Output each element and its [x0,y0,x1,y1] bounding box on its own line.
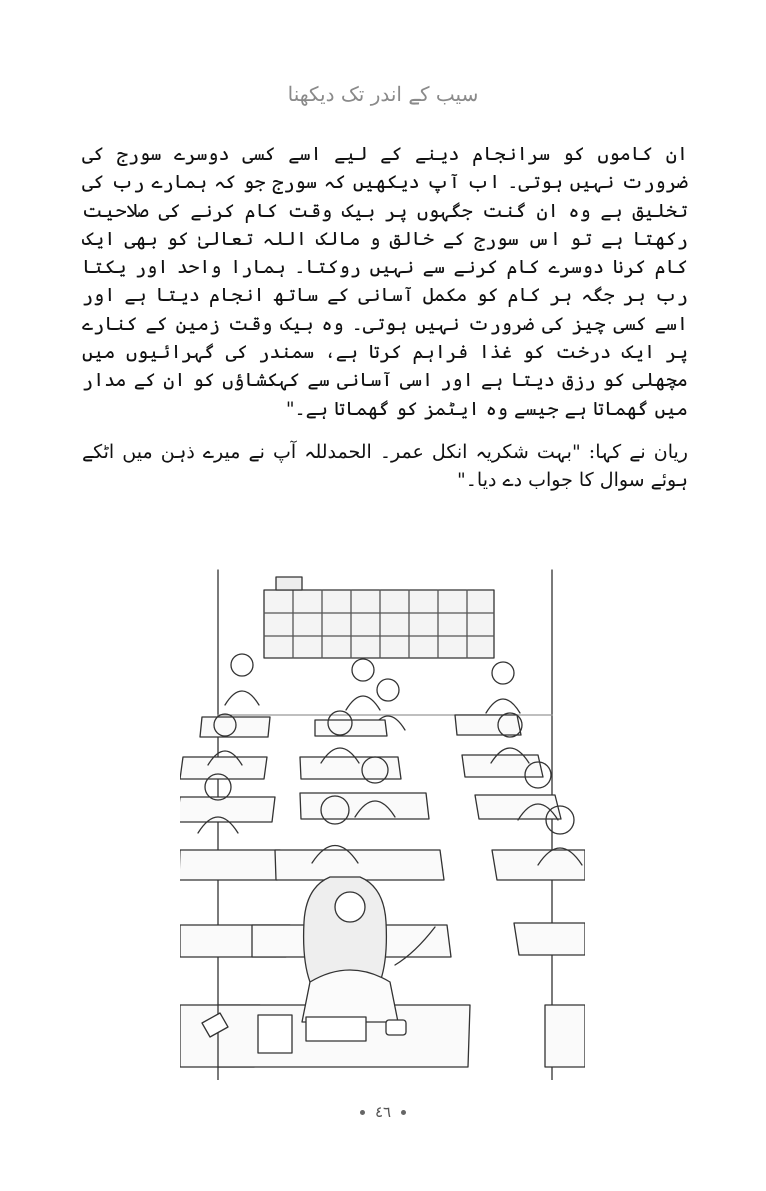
bullet-dot-icon [360,1110,365,1115]
page-header: سیب کے اندر تک دیکھنا [287,82,479,106]
paragraph: ان کاموں کو سرانجام دینے کے لیے اسے کسی دوسرے سورج کی ضرورت نہیں ہوتی۔ اب آپ دیکھیں کہ سورج جو کہ ہمارے رب کی تخلیق ہے وہ ان گنت جگہوں پر بیک وقت کام کرنے کی صلاحیت رکھتا ہے تو اس سورج کے خالق و مالک اللہ تعالیٰ کو بھی ایک کام کرنا دوسرے کام کرنے سے نہیں روکتا۔ ہمارا واحد اور یکتا رب ہر جگہ ہر کام کو مکمل آسانی کے ساتھ انجام دیتا ہے اور اسے کسی چیز کی ضرورت نہیں ہوتی۔ وہ بیک وقت زمین کے کنارے پر ایک درخت کو غذا فراہم کرتا ہے، سمندر کی گہرائیوں میں مچھلی کو رزق دیتا ہے اور اسی آسانی سے کہکشاؤں کو ان کے مدار میں گھماتا ہے جیسے وہ ایٹمز کو گھماتا ہے۔" [82,143,688,420]
bullet-dot-icon [401,1110,406,1115]
page-number-label: ٤٦ [374,1103,392,1121]
body-text [82,140,688,510]
paragraph: ریان نے کہا: "بہت شکریہ انکل عمر۔ الحمدللہ آپ نے میرے ذہن میں اٹکے ہوئے سوال کا جواب دے دیا۔" [82,440,688,492]
page-number [0,1103,766,1121]
classroom-illustration [180,565,585,1080]
